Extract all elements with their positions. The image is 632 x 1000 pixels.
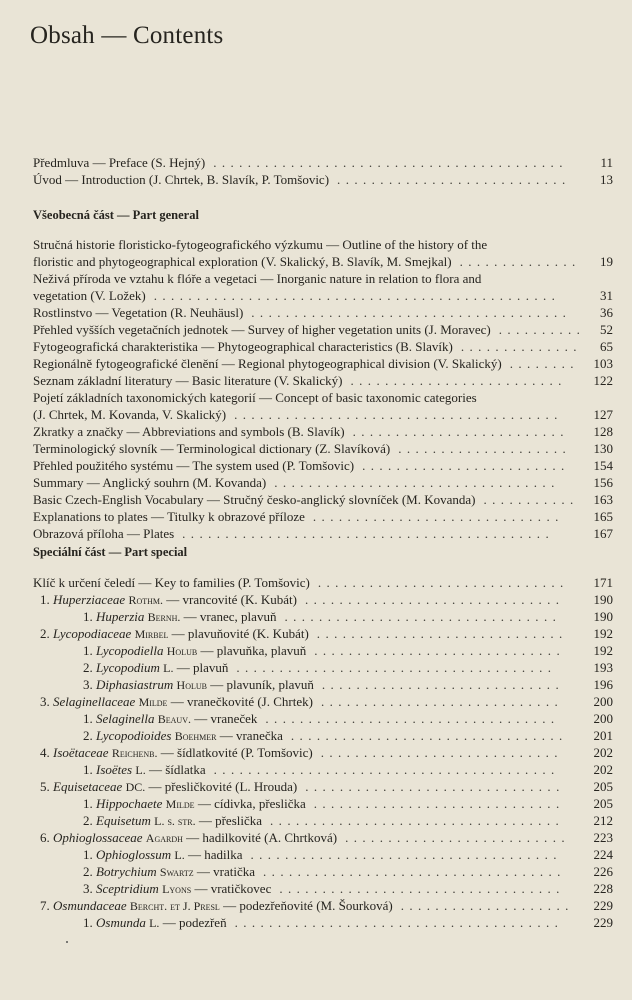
entry-title xyxy=(40,744,313,762)
entry-title xyxy=(83,642,306,660)
entry-title xyxy=(40,829,337,847)
dot-leader: ............................ xyxy=(320,745,563,760)
entry-description: — plavuňka, plavuň xyxy=(200,643,307,658)
entry-title: Přehled vyšších vegetačních jednotek — Survey of higher vegetation units (J. Moravec) xyxy=(33,322,491,337)
entry-page-number: 193 xyxy=(593,660,613,675)
entry-description: — plavuňovité (K. Kubát) xyxy=(171,626,309,641)
entry-title xyxy=(83,676,314,694)
taxon-author: Holub xyxy=(166,644,198,658)
taxon-author: Agardh xyxy=(145,831,183,845)
entry-title xyxy=(83,659,228,677)
entry-title xyxy=(83,880,271,898)
section-heading-special: Speciální část — Part special xyxy=(33,545,188,559)
general-entries xyxy=(33,236,613,542)
dot-leader: ................................. xyxy=(274,475,560,490)
entry-number: 2. xyxy=(83,660,93,675)
dot-leader: .................................... xyxy=(250,847,562,862)
entry-page-number: 196 xyxy=(593,677,613,692)
entry-page-number: 200 xyxy=(593,694,613,709)
dot-leader: ..................................... xyxy=(251,305,572,320)
toc-entry xyxy=(33,154,613,171)
entry-description: — hadilka xyxy=(187,847,243,862)
entry-page-number: 224 xyxy=(593,847,613,862)
entry-page-number: 127 xyxy=(593,407,613,422)
entry-description: — vranečka xyxy=(219,728,283,743)
entry-title: Přehled použitého systému — The system used (P. Tomšovic) xyxy=(33,458,355,473)
taxon-name: Selaginella xyxy=(96,711,155,726)
entry-description: — vranečkovité (J. Chrtek) xyxy=(170,694,313,709)
entry-title xyxy=(83,761,206,779)
dot-leader: .......... xyxy=(498,322,586,337)
dot-leader: ........................................... xyxy=(182,526,555,541)
entry-description: — přesličkovité (L. Hrouda) xyxy=(148,779,298,794)
toc-entry xyxy=(33,171,613,188)
taxon-author: Bercht. et J. Presl xyxy=(129,899,220,913)
taxon-author: Beauv. xyxy=(157,712,191,726)
entry-title: Fytogeografická charakteristika — Phytogeographical characteristics (B. Slavík) xyxy=(33,339,453,354)
entry-page-number: 19 xyxy=(600,254,613,269)
entry-description: — vratička xyxy=(196,864,256,879)
taxon-name: Lycopodioides xyxy=(96,728,172,743)
genus-entry xyxy=(33,710,613,727)
taxon-name: Ophioglossum xyxy=(96,847,172,862)
entry-number: 4. xyxy=(40,745,50,760)
toc-entry xyxy=(33,440,613,457)
toc-entry xyxy=(33,474,613,491)
entry-title: Summary — Anglický souhrn (M. Kovanda) xyxy=(33,475,267,490)
entry-page-number: 154 xyxy=(593,458,613,473)
toc-entry xyxy=(33,372,613,389)
dot-leader: ...................................... xyxy=(234,915,564,930)
entry-description: — vraneček xyxy=(194,711,258,726)
entry-page-number: 13 xyxy=(600,172,613,187)
family-entry xyxy=(33,625,613,642)
family-entry xyxy=(33,897,613,914)
toc-entry xyxy=(33,304,613,321)
entry-description: — vranec, plavuň xyxy=(183,609,277,624)
taxon-name: Huperzia xyxy=(96,609,145,624)
entry-page-number: 190 xyxy=(593,592,613,607)
entry-page-number: 229 xyxy=(593,915,613,930)
entry-number: 3. xyxy=(83,881,93,896)
genus-entry xyxy=(33,642,613,659)
toc-entry xyxy=(33,423,613,440)
entry-page-number: 122 xyxy=(593,373,613,388)
entry-description: — hadilkovité (A. Chrtková) xyxy=(186,830,338,845)
dot-leader: ......................................... xyxy=(213,155,568,170)
entry-title xyxy=(40,693,313,711)
dot-leader: ................................ xyxy=(290,728,568,743)
entry-page-number: 165 xyxy=(593,509,613,524)
entry-title: floristic and phytogeographical exploration (V. Skalický, B. Slavík, M. Smejkal) xyxy=(33,254,452,269)
section-heading-general: Všeobecná část — Part general xyxy=(33,208,199,222)
entry-page-number: 65 xyxy=(600,339,613,354)
genus-entry xyxy=(33,863,613,880)
taxon-author: L. xyxy=(149,916,160,930)
toc-entry xyxy=(33,525,613,542)
genus-entry xyxy=(33,812,613,829)
entry-title-line1: Stručná historie floristicko-fytogeografického výzkumu — Outline of the history of the xyxy=(33,237,488,252)
dot-leader: ........................ xyxy=(362,458,570,473)
taxon-author: Boehmer xyxy=(174,729,217,743)
taxon-name: Selaginellaceae xyxy=(53,694,136,709)
dot-leader: ........ xyxy=(509,356,579,371)
entry-title: Úvod — Introduction (J. Chrtek, B. Slavík, P. Tomšovic) xyxy=(33,172,330,187)
dot-leader: ............................ xyxy=(321,677,565,692)
dot-leader: ............................. xyxy=(312,509,564,524)
toc-entry xyxy=(33,355,613,372)
toc-entry xyxy=(33,253,613,270)
dot-leader: ............................. xyxy=(317,575,569,590)
entry-page-number: 205 xyxy=(593,779,613,794)
print-speck xyxy=(66,941,68,943)
taxon-author: Reichenb. xyxy=(111,746,158,760)
dot-leader: ........................................ xyxy=(213,762,560,777)
entry-description: — cídivka, přeslička xyxy=(197,796,306,811)
entry-page-number: 192 xyxy=(593,626,613,641)
entry-number: 2. xyxy=(83,864,93,879)
entry-description: — podezřeň xyxy=(162,915,227,930)
entry-page-number: 202 xyxy=(593,745,613,760)
taxon-author: Holub xyxy=(176,678,207,692)
entry-number: 2. xyxy=(83,813,93,828)
genus-entry xyxy=(33,676,613,693)
toc-entry xyxy=(33,491,613,508)
taxon-author: Rothm. xyxy=(128,593,164,607)
entry-number: 5. xyxy=(40,779,50,794)
dot-leader: .................... xyxy=(398,441,572,456)
dot-leader: ......................... xyxy=(350,373,567,388)
entry-description: — vratičkovec xyxy=(194,881,272,896)
entry-title xyxy=(83,727,283,745)
entry-number: 3. xyxy=(40,694,50,709)
toc-entry-line xyxy=(33,389,613,406)
entry-number: 1. xyxy=(83,609,93,624)
dot-leader: .................................. xyxy=(265,711,560,726)
dot-leader: ............................. xyxy=(313,796,565,811)
entry-title: (J. Chrtek, M. Kovanda, V. Skalický) xyxy=(33,407,227,422)
entry-page-number: 36 xyxy=(600,305,613,320)
entry-page-number: 31 xyxy=(600,288,613,303)
entry-description: — plavuník, plavuň xyxy=(210,677,314,692)
taxon-name: Lycopodium xyxy=(96,660,160,675)
dot-leader: ........................... xyxy=(337,172,571,187)
dot-leader: ................................ xyxy=(284,609,562,624)
taxon-name: Botrychium xyxy=(96,864,157,879)
entry-page-number: 205 xyxy=(593,796,613,811)
dot-leader: .............. xyxy=(459,254,581,269)
taxon-author: L. xyxy=(174,848,185,862)
entry-title xyxy=(83,795,306,813)
taxon-name: Equisetaceae xyxy=(53,779,123,794)
entry-page-number: 52 xyxy=(600,322,613,337)
taxon-name: Hippochaete xyxy=(96,796,163,811)
entry-page-number: 130 xyxy=(593,441,613,456)
taxon-name: Osmunda xyxy=(96,915,146,930)
entry-page-number: 167 xyxy=(593,526,613,541)
entry-page-number: 229 xyxy=(593,898,613,913)
special-section xyxy=(33,543,613,931)
entry-number: 1. xyxy=(83,711,93,726)
genus-entry xyxy=(33,761,613,778)
taxon-author: Bernh. xyxy=(147,610,181,624)
entry-page-number: 202 xyxy=(593,762,613,777)
family-entry xyxy=(33,591,613,608)
genus-entry xyxy=(33,727,613,744)
toc-entry xyxy=(33,321,613,338)
entry-title: Seznam základní literatury — Basic literature (V. Skalický) xyxy=(33,373,343,388)
entry-title: Obrazová příloha — Plates xyxy=(33,526,175,541)
taxon-name: Lycopodiella xyxy=(96,643,164,658)
entry-title xyxy=(40,778,297,796)
toc-entry-line xyxy=(33,270,613,287)
taxon-name: Equisetum xyxy=(96,813,151,828)
taxon-name: Ophioglossaceae xyxy=(53,830,143,845)
family-entry xyxy=(33,744,613,761)
entry-title xyxy=(83,710,257,728)
entry-title: Rostlinstvo — Vegetation (R. Neuhäusl) xyxy=(33,305,244,320)
entry-title: Regionálně fytogeografické členění — Regional phytogeographical division (V. Skalický) xyxy=(33,356,502,371)
entry-page-number: 226 xyxy=(593,864,613,879)
dot-leader: .................................. xyxy=(270,813,565,828)
entry-number: 1. xyxy=(40,592,50,607)
dot-leader: ...................................... xyxy=(234,407,563,422)
entry-title xyxy=(40,625,309,643)
entry-description: — vrancovité (K. Kubát) xyxy=(166,592,297,607)
taxon-name: Huperziaceae xyxy=(53,592,126,607)
entry-page-number: 190 xyxy=(593,609,613,624)
taxon-author: Mirbel xyxy=(134,627,169,641)
entry-page-number: 156 xyxy=(593,475,613,490)
taxon-name: Isoëtaceae xyxy=(53,745,109,760)
entry-page-number: 200 xyxy=(593,711,613,726)
page-title: Obsah — Contents xyxy=(30,22,224,49)
entry-title: Explanations to plates — Titulky k obrazové příloze xyxy=(33,509,305,524)
entry-title xyxy=(83,846,242,864)
toc-entry xyxy=(33,574,613,591)
entry-number: 1. xyxy=(83,915,93,930)
genus-entry xyxy=(33,880,613,897)
toc-entry-line xyxy=(33,236,613,253)
dot-leader: ............................ xyxy=(320,694,564,709)
toc-entry xyxy=(33,406,613,423)
taxon-author: DC. xyxy=(125,780,146,794)
entry-title: Zkratky a značky — Abbreviations and symbols (B. Slavík) xyxy=(33,424,345,439)
dot-leader: ............................. xyxy=(316,626,568,641)
special-entries xyxy=(33,574,613,931)
entry-title: Předmluva — Preface (S. Hejný) xyxy=(33,155,206,170)
taxon-name: Sceptridium xyxy=(96,881,159,896)
toc-entry xyxy=(33,508,613,525)
dot-leader: ......................... xyxy=(352,424,569,439)
dot-leader: ................................... xyxy=(263,864,566,879)
entry-title xyxy=(40,897,393,915)
entry-page-number: 228 xyxy=(593,881,613,896)
entry-description: — šídlatka xyxy=(148,762,206,777)
entry-title xyxy=(83,863,255,881)
entry-number: 7. xyxy=(40,898,50,913)
entry-title xyxy=(83,608,276,626)
front-matter-list xyxy=(33,154,613,188)
entry-page-number: 103 xyxy=(593,356,613,371)
entry-number: 1. xyxy=(83,847,93,862)
entry-number: 3. xyxy=(83,677,93,692)
dot-leader: .......................... xyxy=(345,830,570,845)
entry-page-number: 192 xyxy=(593,643,613,658)
entry-page-number: 128 xyxy=(593,424,613,439)
taxon-author: Swartz xyxy=(159,865,194,879)
entry-page-number: 201 xyxy=(593,728,613,743)
taxon-name: Diphasiastrum xyxy=(96,677,174,692)
dot-leader: ........... xyxy=(483,492,579,507)
taxon-name: Isoëtes xyxy=(96,762,133,777)
dot-leader: ............................................... xyxy=(153,288,561,303)
entry-number: 1. xyxy=(83,762,93,777)
dot-leader: ................................. xyxy=(279,881,565,896)
genus-entry xyxy=(33,608,613,625)
entry-title-line1: Neživá příroda ve vztahu k flóře a vegetaci — Inorganic nature in relation to flora and xyxy=(33,271,482,286)
toc-entry xyxy=(33,457,613,474)
entry-page-number: 223 xyxy=(593,830,613,845)
taxon-name: Osmundaceae xyxy=(53,898,127,913)
entry-title xyxy=(83,914,227,932)
entry-number: 2. xyxy=(40,626,50,641)
toc-entry xyxy=(33,287,613,304)
genus-entry xyxy=(33,914,613,931)
family-entry xyxy=(33,778,613,795)
dot-leader: ..................................... xyxy=(236,660,557,675)
entry-title: vegetation (V. Ložek) xyxy=(33,288,146,303)
entry-description: — šídlatkovité (P. Tomšovic) xyxy=(160,745,313,760)
entry-number: 1. xyxy=(83,643,93,658)
entry-title: Klíč k určení čeledí — Key to families (P. Tomšovic) xyxy=(33,575,310,590)
entry-title xyxy=(40,591,297,609)
entry-page-number: 171 xyxy=(593,575,613,590)
dot-leader: .............................. xyxy=(304,592,565,607)
entry-description: — plavuň xyxy=(176,660,229,675)
general-section xyxy=(33,206,613,542)
dot-leader: .............................. xyxy=(305,779,565,794)
entry-page-number: 11 xyxy=(600,155,613,170)
taxon-author: L. s. str. xyxy=(154,814,196,828)
family-entry xyxy=(33,829,613,846)
taxon-author: L. xyxy=(163,661,174,675)
taxon-author: L. xyxy=(135,763,146,777)
genus-entry xyxy=(33,659,613,676)
entry-title: Basic Czech-English Vocabulary — Stručný česko-anglický slovníček (M. Kovanda) xyxy=(33,492,476,507)
family-entry xyxy=(33,693,613,710)
entry-number: 1. xyxy=(83,796,93,811)
dot-leader: .................... xyxy=(400,898,574,913)
dot-leader: .............. xyxy=(460,339,582,354)
taxon-author: Lyons xyxy=(162,882,192,896)
entry-title xyxy=(83,812,262,830)
entry-page-number: 163 xyxy=(593,492,613,507)
entry-page-number: 212 xyxy=(593,813,613,828)
taxon-author: Milde xyxy=(138,695,168,709)
entry-title-line1: Pojetí základních taxonomických kategorií — Concept of basic taxonomic categories xyxy=(33,390,477,405)
dot-leader: ............................. xyxy=(314,643,566,658)
taxon-author: Milde xyxy=(165,797,195,811)
entry-number: 2. xyxy=(83,728,93,743)
genus-entry xyxy=(33,795,613,812)
taxon-name: Lycopodiaceae xyxy=(53,626,132,641)
toc-entry xyxy=(33,338,613,355)
genus-entry xyxy=(33,846,613,863)
entry-description: — podezřeňovité (M. Šourková) xyxy=(223,898,393,913)
entry-number: 6. xyxy=(40,830,50,845)
entry-title: Terminologický slovník — Terminological dictionary (Z. Slavíková) xyxy=(33,441,391,456)
entry-description: — přeslička xyxy=(198,813,263,828)
